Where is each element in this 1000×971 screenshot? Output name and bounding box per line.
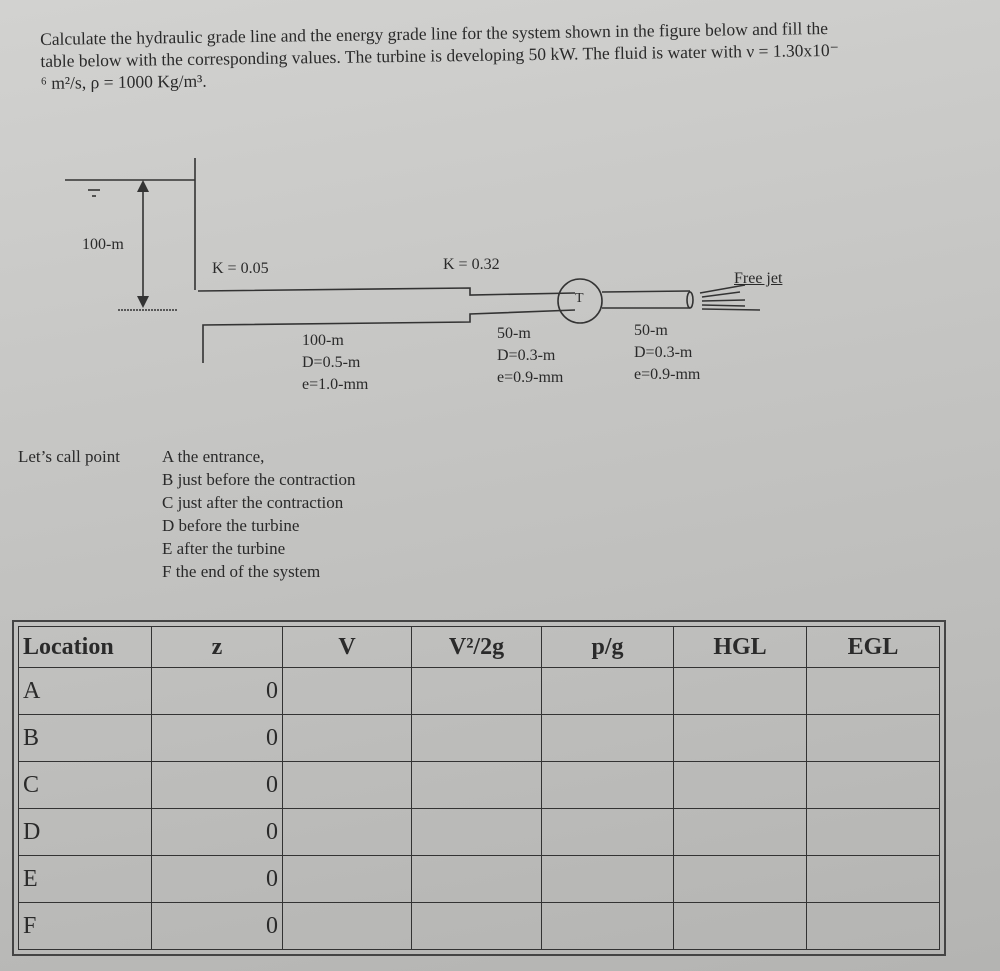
turbine-label: T <box>575 291 584 306</box>
empty-cell <box>283 903 412 950</box>
empty-cell <box>412 668 542 715</box>
z-cell: 0 <box>152 715 283 762</box>
table-row <box>19 903 940 950</box>
empty-cell <box>674 903 807 950</box>
z-cell: 0 <box>152 903 283 950</box>
empty-cell <box>807 856 940 903</box>
empty-cell <box>283 668 412 715</box>
empty-cell <box>542 715 674 762</box>
pipe-3-roughness: e=0.9-mm <box>634 366 701 383</box>
pipe-1-length: 100-m <box>302 332 344 349</box>
z-cell: 0 <box>152 668 283 715</box>
k-contraction-label: K = 0.32 <box>443 256 500 273</box>
empty-cell <box>807 668 940 715</box>
free-jet-label: Free jet <box>734 270 783 287</box>
points-list <box>162 445 356 583</box>
empty-cell <box>412 856 542 903</box>
header-z: z <box>152 627 283 668</box>
pipe-2-length: 50-m <box>497 325 531 342</box>
pipe-1-roughness: e=1.0-mm <box>302 376 369 393</box>
height-label: 100-m <box>82 236 124 253</box>
location-cell: D <box>19 809 152 856</box>
free-jet-lines <box>700 285 760 310</box>
location-cell: F <box>19 903 152 950</box>
empty-cell <box>674 715 807 762</box>
empty-cell <box>283 809 412 856</box>
table-row <box>19 856 940 903</box>
pipe-3-specs <box>634 320 700 386</box>
empty-cell <box>542 762 674 809</box>
header-hgl: HGL <box>674 627 807 668</box>
header-v: V <box>283 627 412 668</box>
pipe-2-specs <box>497 323 563 389</box>
z-cell: 0 <box>152 762 283 809</box>
empty-cell <box>283 762 412 809</box>
empty-cell <box>412 903 542 950</box>
empty-cell <box>412 809 542 856</box>
pipe-1-diameter: D=0.5-m <box>302 354 361 371</box>
table-row <box>19 809 940 856</box>
point-a: A the entrance, <box>162 447 265 466</box>
point-c: C just after the contraction <box>162 493 344 512</box>
point-f: F the end of the system <box>162 562 321 581</box>
empty-cell <box>412 762 542 809</box>
empty-cell <box>807 903 940 950</box>
empty-cell <box>674 762 807 809</box>
empty-cell <box>674 856 807 903</box>
empty-cell <box>674 668 807 715</box>
header-location: Location <box>19 627 152 668</box>
empty-cell <box>412 715 542 762</box>
pipe-2-diameter: D=0.3-m <box>497 347 556 364</box>
point-d: D before the turbine <box>162 516 300 535</box>
pipe-top <box>198 288 575 295</box>
z-cell: 0 <box>152 809 283 856</box>
z-cell: 0 <box>152 856 283 903</box>
pipe-2-roughness: e=0.9-mm <box>497 369 564 386</box>
empty-cell <box>807 715 940 762</box>
problem-line-3: ⁶ m²/s, ρ = 1000 Kg/m³. <box>40 70 207 93</box>
point-e: E after the turbine <box>162 539 286 558</box>
header-pressure-head: p/g <box>542 627 674 668</box>
table-row <box>19 762 940 809</box>
pipe-1-specs <box>302 330 368 396</box>
location-cell: C <box>19 762 152 809</box>
problem-line-2: table below with the corresponding values. The turbine is developing 50 kW. The fluid is water with ν = 1.30x10⁻ <box>40 39 840 71</box>
empty-cell <box>542 809 674 856</box>
location-cell: B <box>19 715 152 762</box>
results-table <box>18 626 940 950</box>
location-cell: E <box>19 856 152 903</box>
table-header <box>19 627 940 668</box>
empty-cell <box>542 903 674 950</box>
point-b: B just before the contraction <box>162 470 356 489</box>
empty-cell <box>807 809 940 856</box>
pipe-3-diameter: D=0.3-m <box>634 344 693 361</box>
k-entrance-label: K = 0.05 <box>212 260 269 277</box>
table-row <box>19 668 940 715</box>
empty-cell <box>542 668 674 715</box>
empty-cell <box>283 715 412 762</box>
pipe-3-length: 50-m <box>634 322 668 339</box>
empty-cell <box>674 809 807 856</box>
empty-cell <box>283 856 412 903</box>
empty-cell <box>542 856 674 903</box>
points-intro: Let’s call point <box>18 447 120 466</box>
location-cell: A <box>19 668 152 715</box>
empty-cell <box>807 762 940 809</box>
problem-line-1: Calculate the hydraulic grade line and the energy grade line for the system shown in the figure below and fill the <box>40 17 829 49</box>
header-egl: EGL <box>807 627 940 668</box>
header-velocity-head: V²/2g <box>412 627 542 668</box>
table-row <box>19 715 940 762</box>
